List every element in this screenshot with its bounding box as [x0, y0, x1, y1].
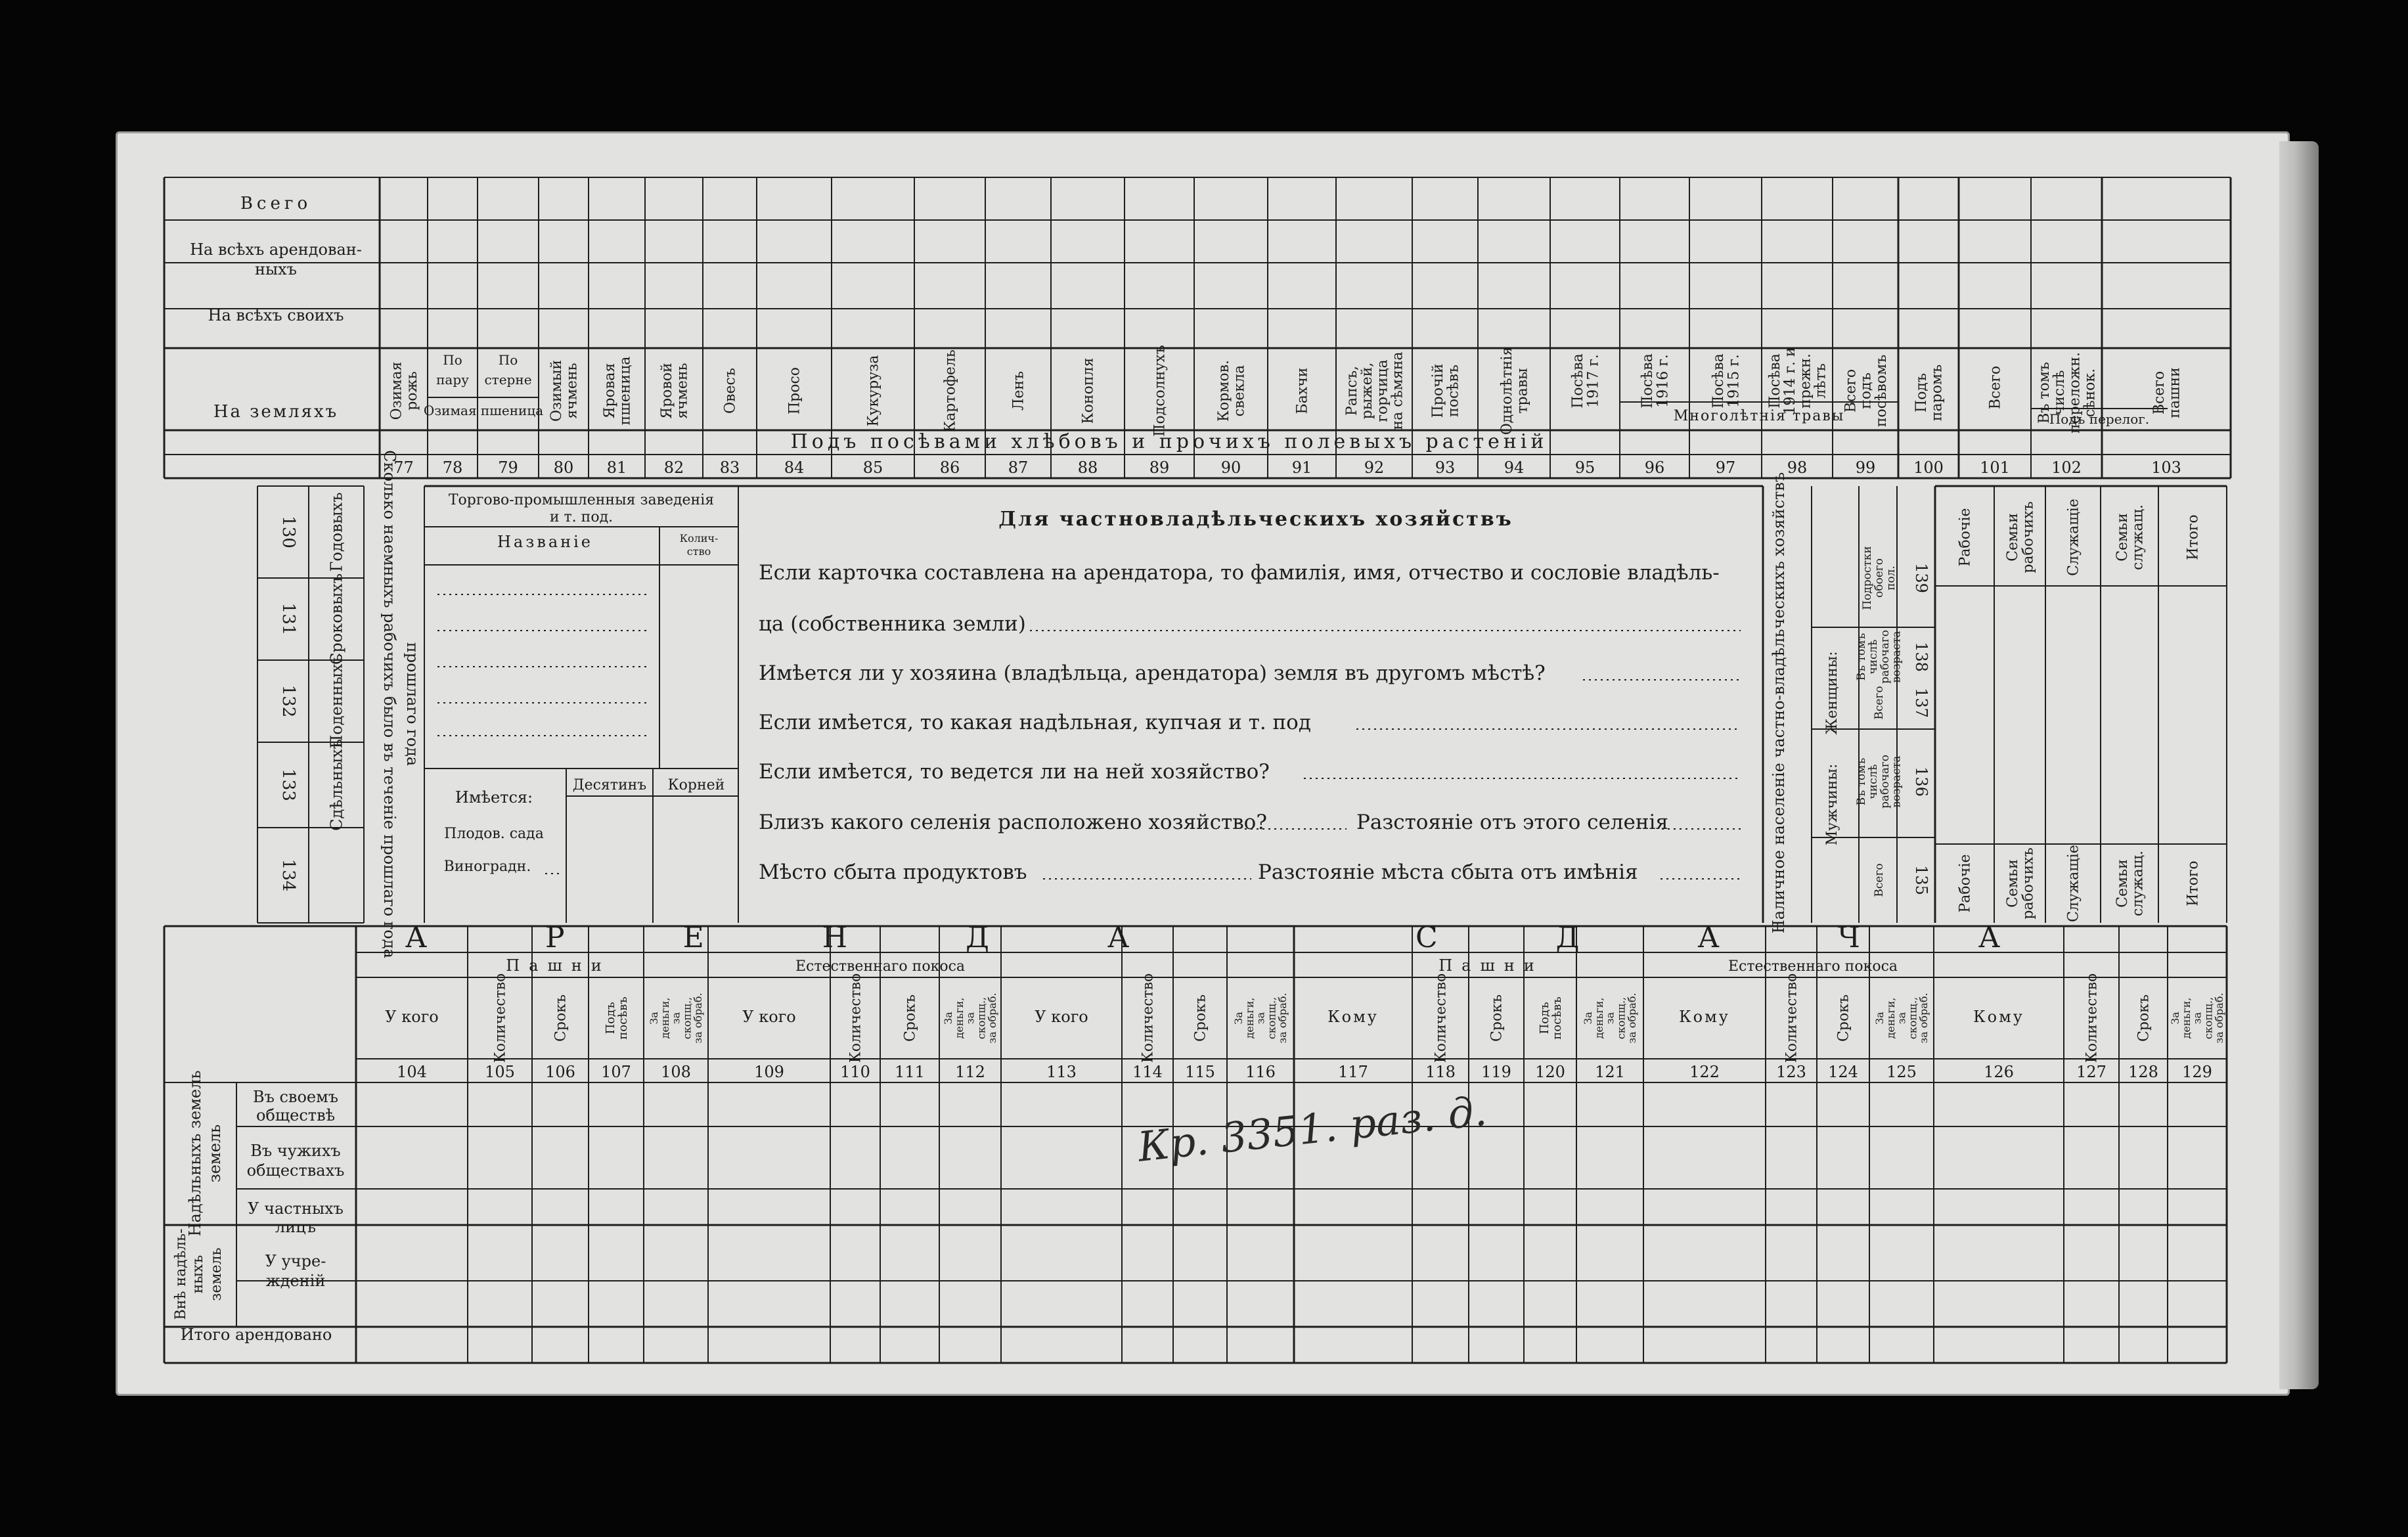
crop-header-22: Посѣва: [1767, 353, 1784, 409]
rent-col-srok: Срокъ: [902, 994, 919, 1042]
crop-header-14: свекла: [1231, 365, 1248, 417]
population-col-label: Въ томъ: [1855, 633, 1869, 681]
row-itogo-arendovano: Итого арендовано: [180, 1325, 332, 1344]
rent-column-number: 115: [1185, 1063, 1215, 1081]
rent-col-za-dengi: за обраб.: [2213, 992, 2226, 1044]
rent-column-number: 112: [955, 1063, 985, 1081]
population-col-label: Въ томъ: [1855, 757, 1869, 806]
population-col-label: рабочаго: [1878, 754, 1892, 809]
column-number: 99: [1855, 458, 1876, 477]
rent-column-number: 126: [1984, 1063, 2014, 1081]
column-number: 102: [2051, 458, 2082, 477]
hired-worker-type: Годовыхъ: [327, 492, 346, 572]
crop-header-6: Яровой: [659, 363, 676, 419]
rent-col-srok: Срокъ: [552, 994, 569, 1042]
group-pashni-arenda: Пашни: [506, 956, 611, 975]
crop-header-1: Озимая: [388, 361, 405, 420]
staff-column-footer: Рабочіе: [1957, 854, 1974, 913]
rent-col-za-dengi: за: [1254, 1012, 1267, 1025]
rent-column-number: 119: [1481, 1063, 1511, 1081]
subheader-ozimaya-pshenitsa: Озимая пшеница: [423, 403, 544, 418]
group-pokos-sdacha: Естественнаго покоса: [1728, 958, 1898, 975]
crop-header-24: паромъ: [1929, 364, 1946, 422]
crop-header-19: 1917 г.: [1585, 354, 1602, 408]
crop-header-23: Всего: [1842, 368, 1860, 413]
population-number-139: 139: [1912, 563, 1930, 593]
rent-column-number: 127: [2076, 1063, 2107, 1081]
row-u-uchrezhdeniy: жденій: [265, 1272, 326, 1290]
rent-col-kolichestvo: Количество: [1140, 973, 1157, 1063]
population-col-label: рабочаго: [1878, 629, 1892, 684]
column-number: 80: [553, 458, 574, 477]
rent-col-komu: Кому: [1327, 1008, 1379, 1026]
crop-header-4: ячмень: [564, 363, 581, 419]
rent-col-u_kogo: У кого: [1035, 1008, 1088, 1026]
hired-worker-number-132: 132: [279, 684, 298, 718]
column-number: 79: [498, 458, 518, 477]
column-number: 88: [1077, 458, 1098, 477]
group-pashni-sdacha: Пашни: [1438, 956, 1544, 975]
column-number: 77: [393, 458, 414, 477]
population-col-label: возраста: [1890, 755, 1904, 808]
rent-column-number: 125: [1886, 1063, 1917, 1081]
crop-header-23: посѣвомъ: [1873, 354, 1890, 428]
column-number: 89: [1149, 458, 1170, 477]
rent-col-za-dengi: деньги,: [952, 997, 966, 1039]
private-question-line: ца (собственника земли): [759, 612, 1026, 636]
private-question-line: Если имѣется, то какая надѣльная, купчая и т. под: [759, 711, 1311, 734]
crop-header-14: Кормов.: [1216, 359, 1233, 422]
private-question-line: Если имѣется, то ведется ли на ней хозяйство?: [759, 760, 1270, 784]
rent-column-number: 116: [1245, 1063, 1276, 1081]
row-group-nadelnykh: земель: [206, 1124, 224, 1183]
rent-col-za-dengi: скопщ.,: [975, 996, 988, 1040]
trade-name-header: Названіе: [497, 533, 594, 551]
rent-column-number: 109: [754, 1063, 784, 1081]
rent-column-number: 107: [601, 1063, 631, 1081]
population-men: Мужчины:: [1824, 763, 1840, 846]
rent-column-number: 117: [1338, 1063, 1368, 1081]
column-number: 82: [663, 458, 684, 477]
rent-col-za-dengi: За: [1582, 1012, 1594, 1025]
row-label-vsego: Всего: [240, 194, 312, 213]
rent-col-za-dengi: за обраб.: [986, 992, 999, 1044]
crop-header-2: пару: [436, 372, 469, 388]
column-number: 90: [1220, 458, 1241, 477]
crop-header-12: Конопля: [1080, 357, 1097, 424]
crop-header-26: сѣнок.: [2082, 368, 2099, 418]
crop-header-6: ячмень: [674, 363, 691, 419]
rent-column-number: 106: [545, 1063, 575, 1081]
rent-column-number: 108: [661, 1063, 691, 1081]
garden-has-label: Имѣется:: [455, 788, 533, 807]
hired-workers-question: Сколько наемныхъ рабочихъ было въ теченіе прошлаго года: [380, 450, 399, 958]
rent-column-number: 124: [1828, 1063, 1858, 1081]
crop-header-11: Ленъ: [1010, 370, 1027, 411]
crop-header-10: Картофель: [942, 349, 959, 432]
population-col-label: обоего: [1872, 558, 1886, 598]
rent-column-number: 114: [1132, 1063, 1163, 1081]
rent-col-za-dengi: за обраб.: [1276, 992, 1289, 1044]
crop-header-22: 1914 г. и: [1782, 347, 1799, 415]
rent-col-za-dengi: за: [1895, 1012, 1908, 1025]
rent-col-srok: Срокъ: [1488, 994, 1505, 1042]
rent-col-kolichestvo: Количество: [847, 973, 864, 1063]
rent-col-srok: Срокъ: [1835, 994, 1852, 1042]
row-group-vnenadelnykh: Внѣ надѣль-: [173, 1228, 189, 1320]
column-number: 87: [1008, 458, 1029, 477]
staff-column-footer: Семьи: [2114, 859, 2131, 908]
column-number: 92: [1364, 458, 1385, 477]
column-number: 93: [1435, 458, 1456, 477]
rent-col-kolichestvo: Количество: [492, 973, 509, 1063]
row-label-svoikh: На всѣхъ своихъ: [208, 306, 344, 324]
rent-column-number: 120: [1535, 1063, 1565, 1081]
rent-col-za-dengi: скопщ.,: [1615, 996, 1628, 1040]
rent-column-number: 113: [1046, 1063, 1077, 1081]
rent-col-za-dengi: за обраб.: [692, 992, 705, 1044]
population-col-label: числѣ: [1867, 639, 1881, 675]
crop-header-21: 1915 г.: [1726, 354, 1743, 408]
crop-header-3: стерне: [484, 372, 532, 388]
rent-col-srok: Срокъ: [2135, 994, 2152, 1042]
private-question-line: Имѣется ли у хозяина (владѣльца, арендатора) земля въ другомъ мѣстѣ?: [759, 661, 1546, 685]
population-col-label: Всего: [1872, 686, 1886, 720]
staff-column-footer: служащ.: [2129, 850, 2147, 917]
section-title-sdacha: СДАЧА: [1415, 921, 2119, 954]
rent-column-number: 121: [1595, 1063, 1625, 1081]
garden-korney-header: Корней: [667, 777, 725, 793]
group-pokos-arenda: Естественнаго покоса: [795, 958, 966, 975]
rent-col-u_kogo: У кого: [742, 1008, 796, 1026]
population-col-label: числѣ: [1867, 764, 1881, 799]
population-number-136: 136: [1912, 767, 1930, 797]
staff-column-header: рабочихъ: [2020, 501, 2037, 573]
hired-worker-number-131: 131: [279, 602, 298, 636]
population-col-label: возраста: [1890, 631, 1904, 683]
row-u-chastnykh: У частныхъ: [248, 1199, 344, 1218]
trade-header: и т. под.: [549, 509, 613, 525]
rent-col-za-dengi: за обраб.: [1626, 992, 1639, 1044]
crop-header-18: Однолѣтнія: [1499, 346, 1516, 435]
subheader-mnogoletnie-travy: Многолѣтнія травы: [1673, 408, 1845, 424]
row-label-na-zemlyakh: На земляхъ: [213, 402, 339, 422]
rent-column-number: 122: [1689, 1063, 1720, 1081]
garden-desyatin-header: Десятинъ: [572, 777, 647, 793]
rent-col-za-dengi: за: [2191, 1012, 2204, 1025]
row-label-arendovannykh: На всѣхъ арендован-: [190, 240, 362, 259]
row-v-chuzhikh: Въ чужихъ: [250, 1142, 341, 1160]
subheader-pod-perelog: Подъ перелог.: [2049, 411, 2150, 427]
hired-workers-question: прошлаго года: [403, 642, 422, 767]
crop-header-27: пашни: [2166, 367, 2183, 418]
rent-col-za-dengi: За: [1873, 1012, 1886, 1025]
population-col-label: Подростки: [1861, 546, 1875, 610]
trade-header: Торгово-промышленныя заведенія: [448, 492, 715, 508]
crop-header-7: Овесъ: [722, 368, 739, 414]
rent-col-za-dengi: За: [942, 1012, 954, 1025]
hired-worker-type: Сдѣльныхъ: [327, 739, 346, 831]
population-number-137: 137: [1912, 688, 1930, 718]
rent-column-number: 123: [1776, 1063, 1806, 1081]
private-question-line: Разстояніе мѣста сбыта отъ имѣнія: [1258, 860, 1638, 884]
crop-header-24: Подъ: [1913, 373, 1930, 412]
column-number: 100: [1913, 458, 1944, 477]
crop-header-15: Бахчи: [1294, 367, 1311, 414]
column-number: 85: [862, 458, 883, 477]
column-number: 81: [606, 458, 627, 477]
section-title-arenda: АРЕНДА: [405, 921, 1248, 954]
crop-header-16: рыжей,: [1359, 362, 1376, 420]
staff-column-footer: Семьи: [2005, 859, 2022, 908]
column-number: 98: [1787, 458, 1808, 477]
row-v-svoem-obshchestve: обществѣ: [256, 1106, 336, 1125]
column-number: 101: [1980, 458, 2010, 477]
crop-header-3: По: [498, 352, 518, 368]
private-question-line: Если карточка составлена на арендатора, то фамилія, имя, отчество и сословіе владѣль-: [759, 561, 1720, 585]
crop-header-13: Подсолнухъ: [1151, 345, 1169, 437]
trade-count-header: ство: [686, 545, 711, 558]
rent-col-pod-posev: Подъ: [603, 1002, 617, 1035]
rent-col-kolichestvo: Количество: [1433, 973, 1450, 1063]
hired-worker-number-133: 133: [279, 768, 298, 801]
rent-column-number: 129: [2182, 1063, 2212, 1081]
crop-header-26: переложн.: [2066, 352, 2084, 434]
rent-col-za-dengi: деньги,: [1592, 997, 1605, 1039]
column-number: 86: [939, 458, 960, 477]
rent-col-komu: Кому: [1679, 1008, 1730, 1026]
rent-col-za-dengi: деньги,: [1243, 997, 1256, 1039]
column-number: 83: [719, 458, 740, 477]
crop-header-27: Всего: [2151, 370, 2168, 415]
crop-header-18: травы: [1514, 368, 1531, 414]
rent-col-za-dengi: За: [648, 1012, 660, 1025]
crop-header-25: Всего: [1987, 365, 2004, 410]
crop-header-9: Кукуруза: [865, 355, 882, 427]
rent-col-srok: Срокъ: [1192, 994, 1209, 1042]
crop-header-17: посѣвъ: [1445, 365, 1462, 417]
rent-col-za-dengi: скопщ.,: [1265, 996, 1278, 1040]
crop-header-16: горчица: [1374, 359, 1391, 422]
column-number: 91: [1291, 458, 1312, 477]
crop-header-19: Посѣва: [1570, 353, 1587, 409]
crop-header-20: Посѣва: [1639, 353, 1657, 409]
crop-header-20: 1916 г.: [1655, 354, 1672, 408]
column-number: 96: [1644, 458, 1665, 477]
population-col-label: Всего: [1872, 863, 1886, 897]
rent-col-za-dengi: деньги,: [1884, 997, 1897, 1039]
row-v-chuzhikh: обществахъ: [246, 1161, 345, 1180]
rent-col-za-dengi: За: [1232, 1012, 1245, 1025]
crop-header-4: Озимый: [548, 360, 566, 422]
crop-header-8: Просо: [786, 367, 803, 415]
crop-header-2: По: [443, 352, 462, 368]
rent-col-za-dengi: деньги,: [2179, 997, 2193, 1039]
row-group-vnenadelnykh: земель: [208, 1247, 225, 1301]
private-question-line: Разстояніе отъ этого селенія: [1356, 811, 1668, 834]
rent-col-komu: Кому: [1973, 1008, 2024, 1026]
row-v-svoem-obshchestve: Въ своемъ: [252, 1088, 339, 1106]
crop-header-22: прежн.: [1797, 353, 1814, 409]
rent-col-za-dengi: скопщ.,: [1906, 996, 1919, 1040]
trade-count-header: Колич-: [679, 532, 719, 545]
rent-column-number: 110: [840, 1063, 870, 1081]
crop-header-17: Прочій: [1430, 363, 1447, 418]
garden-plod-sad: Плодов. сада: [444, 826, 544, 842]
row-group-vnenadelnykh: ныхъ: [190, 1255, 206, 1294]
rent-col-za-dengi: за: [669, 1012, 682, 1025]
crop-header-21: Посѣва: [1710, 353, 1728, 409]
hired-worker-type: Сроковыхъ: [327, 573, 346, 665]
column-number: 94: [1504, 458, 1525, 477]
column-number: 97: [1715, 458, 1736, 477]
rent-col-za-dengi: За: [2169, 1012, 2181, 1025]
population-women: Женщины:: [1824, 651, 1840, 735]
crop-header-26: Въ томъ: [2036, 362, 2053, 424]
population-number-135: 135: [1912, 865, 1930, 895]
private-question-line: Мѣсто сбыта продуктовъ: [759, 860, 1027, 884]
crop-header-1: рожь: [403, 371, 420, 411]
population-col-label: пол.: [1884, 566, 1898, 590]
rent-col-za-dengi: за: [964, 1012, 977, 1025]
crop-header-26: числѣ: [2051, 370, 2068, 416]
rent-col-pod-posev: посѣвъ: [615, 996, 630, 1040]
crop-header-5: Яровая: [602, 363, 619, 419]
staff-column-header: Итого: [2185, 514, 2202, 560]
rent-col-pod-posev: посѣвъ: [1550, 996, 1564, 1040]
garden-vinogradnik: Виноградн.: [443, 858, 531, 875]
rent-col-pod-posev: Подъ: [1537, 1002, 1551, 1035]
population-number-138: 138: [1912, 642, 1930, 672]
staff-column-header: служащ.: [2129, 504, 2147, 571]
crop-header-16: на сѣмяна: [1389, 351, 1406, 430]
rent-column-number: 118: [1425, 1063, 1456, 1081]
hired-worker-number-134: 134: [279, 858, 298, 892]
private-farms-title: Для частновладѣльческихъ хозяйствъ: [998, 508, 1513, 531]
rent-column-number: 111: [895, 1063, 925, 1081]
column-number: 78: [442, 458, 463, 477]
band-title-pod-posevami: Подъ посѣвами хлѣбовъ и прочихъ полевыхъ растеній: [790, 430, 1548, 453]
rent-column-number: 105: [485, 1063, 515, 1081]
crop-header-5: пшеница: [617, 356, 634, 426]
row-group-nadelnykh: Надѣльныхъ земель: [186, 1070, 204, 1237]
hired-worker-number-130: 130: [279, 516, 298, 548]
population-title: Наличное населеніе частно-владѣльческихъ хозяйствъ: [1770, 472, 1788, 934]
rent-col-u_kogo: У кого: [385, 1008, 439, 1026]
crop-header-23: подъ: [1858, 372, 1875, 409]
staff-column-header: Служащіе: [2065, 499, 2082, 576]
rent-column-number: 104: [397, 1063, 427, 1081]
rent-column-number: 128: [2128, 1063, 2158, 1081]
row-label-arendovannykh: ныхъ: [255, 260, 297, 278]
handwritten-annotation: Кр. 3351. раз. д.: [1135, 1086, 1489, 1171]
rent-col-za-dengi: скопщ.,: [680, 996, 694, 1040]
private-question-line: Близъ какого селенія расположено хозяйство?: [759, 811, 1267, 834]
row-u-chastnykh: лицъ: [275, 1218, 316, 1236]
rent-col-za-dengi: за: [1603, 1012, 1616, 1025]
rent-col-kolichestvo: Количество: [1783, 973, 1800, 1063]
crop-header-22: лѣтъ: [1812, 363, 1829, 399]
row-u-uchrezhdeniy: У учре-: [265, 1252, 326, 1270]
staff-column-header: Рабочіе: [1957, 508, 1974, 567]
column-number: 95: [1574, 458, 1595, 477]
staff-column-footer: Служащіе: [2065, 845, 2082, 922]
crop-header-16: Рапсъ,: [1344, 366, 1361, 416]
column-number: 103: [2151, 458, 2181, 477]
staff-column-footer: Итого: [2185, 860, 2202, 906]
staff-column-header: Семьи: [2114, 513, 2131, 562]
rent-col-za-dengi: за обраб.: [1917, 992, 1930, 1044]
hired-worker-type: Поденныхъ: [327, 654, 346, 749]
staff-column-header: Семьи: [2005, 513, 2022, 562]
rent-col-kolichestvo: Количество: [2084, 973, 2101, 1063]
column-number: 84: [784, 458, 805, 477]
rent-col-za-dengi: деньги,: [658, 997, 671, 1039]
staff-column-footer: рабочихъ: [2020, 847, 2037, 920]
rent-col-za-dengi: скопщ.,: [2202, 996, 2215, 1040]
